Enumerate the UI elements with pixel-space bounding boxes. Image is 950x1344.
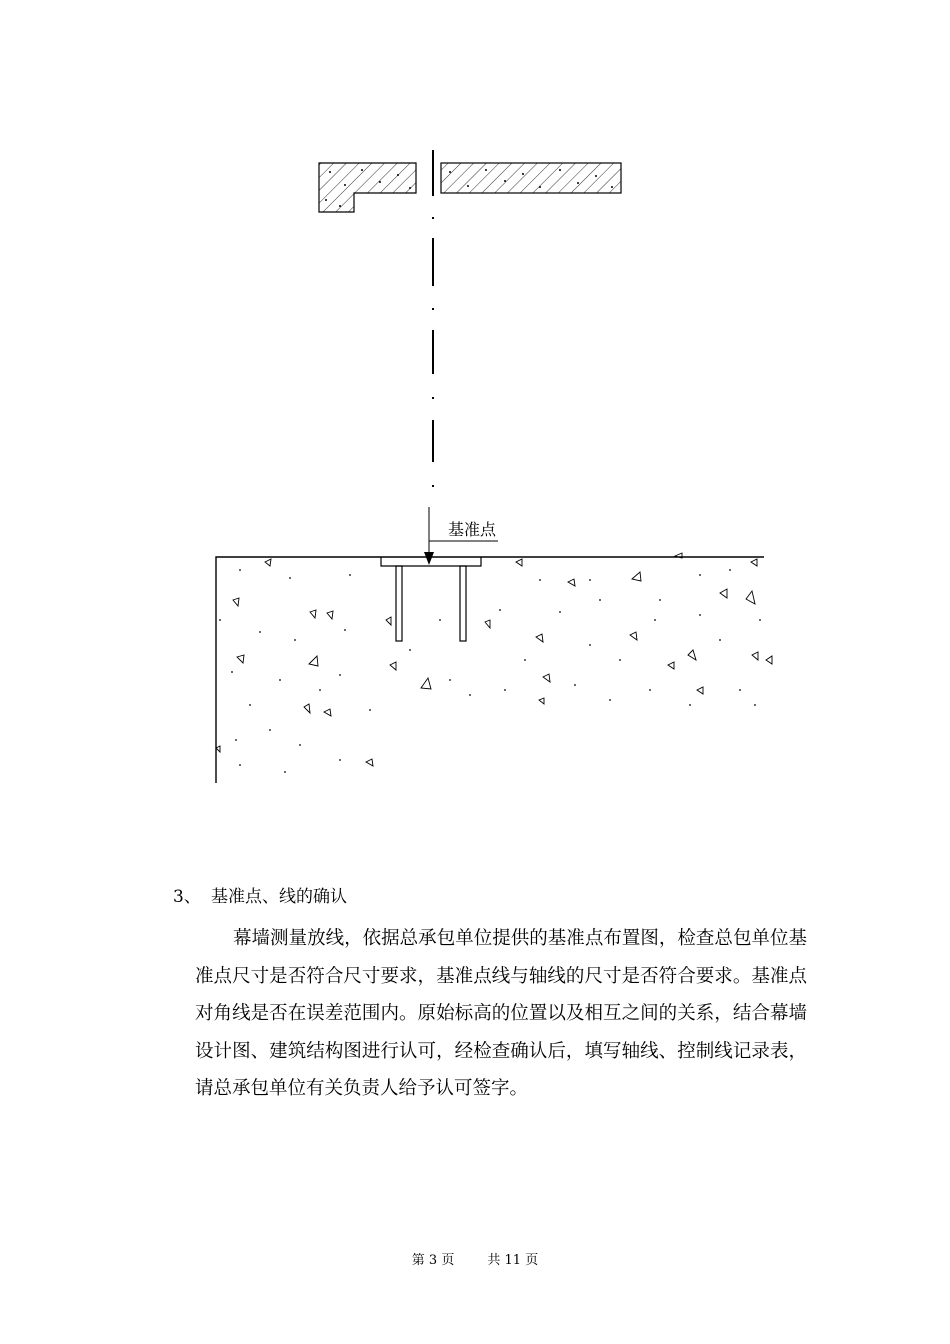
section-title: 基准点、线的确认 [211, 887, 347, 907]
aggregate-dots [219, 569, 761, 773]
arrow-head [424, 552, 434, 565]
section-heading [173, 882, 347, 907]
paragraph-text: 幕墙测量放线，依据总承包单位提供的基准点布置图，检查总包单位基准点尺寸是否符合尺寸要求，基准点线与轴线的尺寸是否符合要求。基准点对角线是否在误差范围内。原始标高的位置以及相互之间的关系，结合幕墙设计图、建筑结构图进行认可，经检查确认后，填写轴线、控制线记录表，请总承包单位有关负责人给予认可签字。 [195, 928, 807, 1099]
body-paragraph [195, 920, 807, 1108]
concrete-ground [216, 557, 764, 783]
upper-slab [319, 163, 621, 212]
page-total: 共 11 页 [487, 1253, 539, 1268]
page-number: 第 3 页 [411, 1253, 455, 1268]
section-number: 3、 [173, 887, 201, 907]
benchmark-label: 基准点 [448, 520, 497, 539]
aggregate-triangles [216, 553, 772, 766]
page-footer [0, 1249, 950, 1268]
